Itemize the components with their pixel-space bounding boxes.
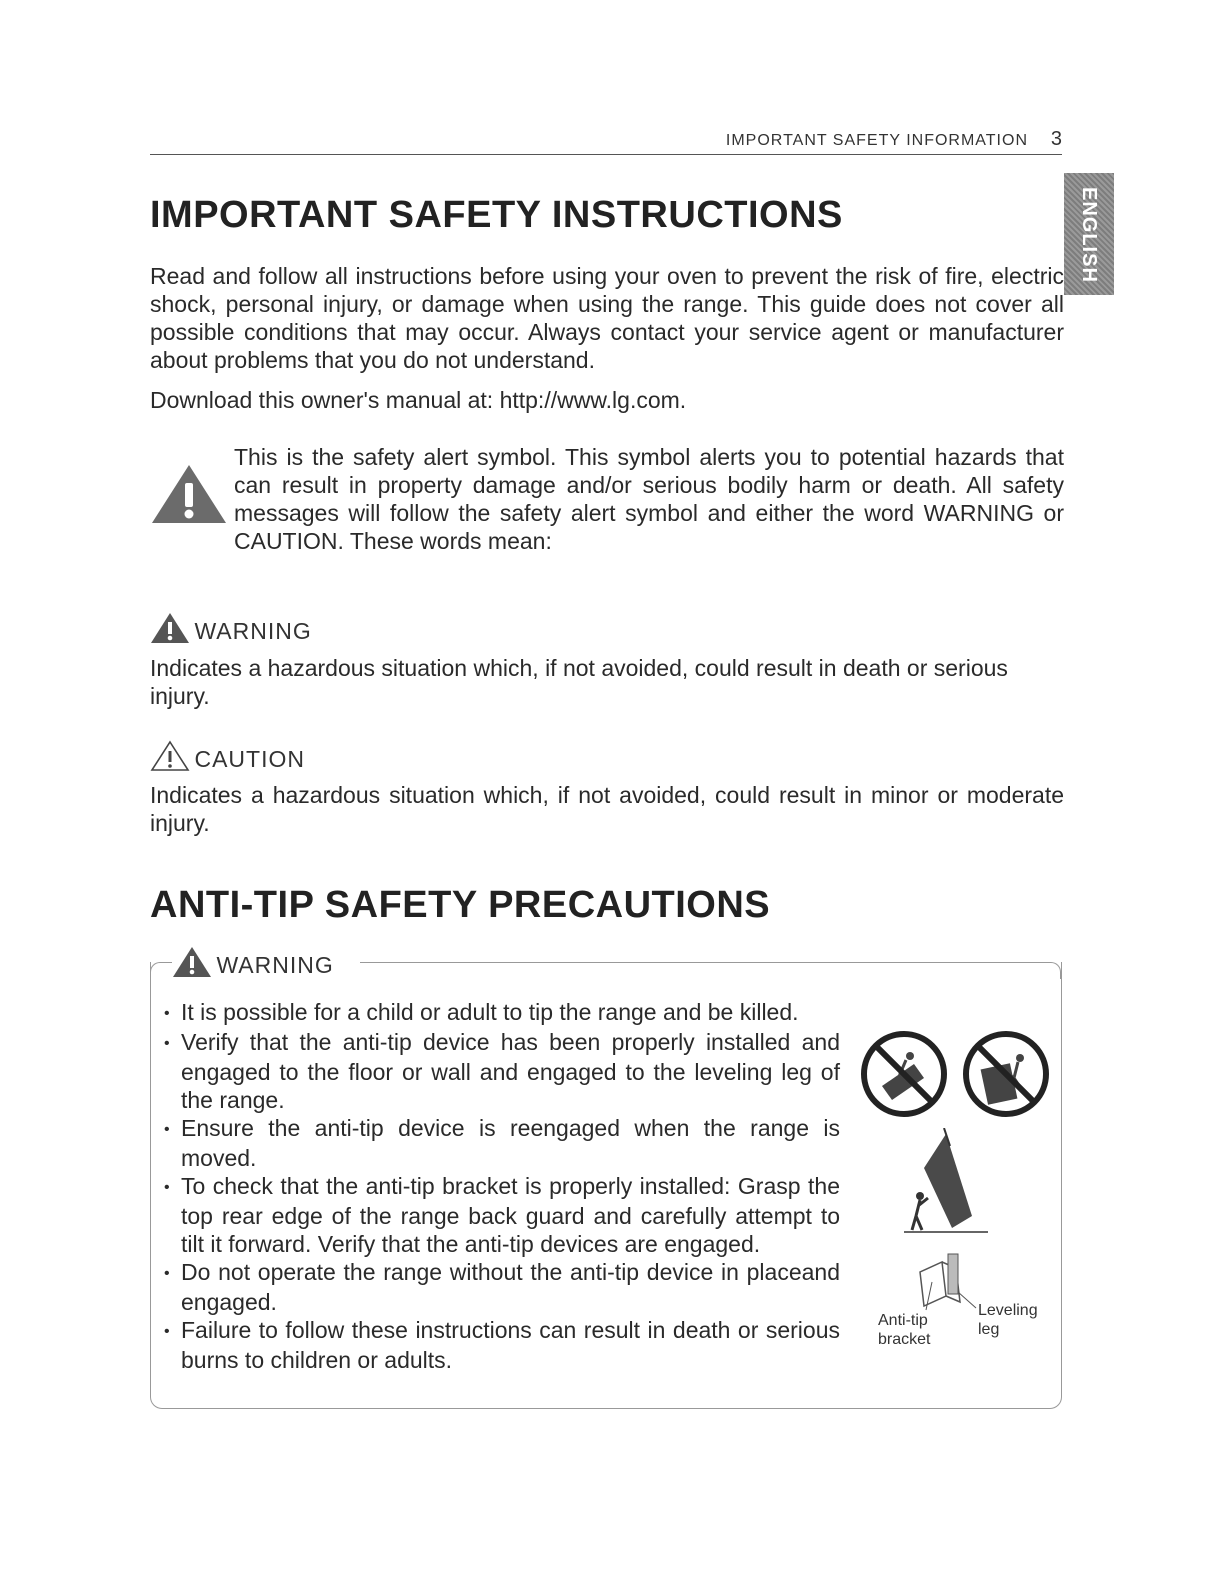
leveling-leg-label: Leveling leg (978, 1302, 1038, 1338)
anti-tip-bullet-list (164, 998, 840, 1374)
no-climbing-icon (962, 1030, 1050, 1118)
download-note: Download this owner's manual at: http://www.lg.com. (150, 387, 687, 413)
section-title-safety-instructions: IMPORTANT SAFETY INSTRUCTIONS (150, 194, 843, 236)
no-tipping-icon (860, 1030, 948, 1118)
anti-tip-warning-heading (172, 946, 342, 979)
safety-alert-icon (150, 463, 228, 525)
safety-alert-description: This is the safety alert symbol. This symbol alerts you to potential hazards that can result in property damage and/or serious bodily harm or death. All safety messages will follow the safety alert symbol and either the word WARNING or CAUTION. These words mean: (234, 444, 1064, 554)
intro-paragraph: Read and follow all instructions before using your oven to prevent the risk of fire, electric shock, personal injury, or damage when using the range. This guide does not cover all possible conditions that may occur. Always contact your service agent or manufacturer about problems that you do not understand. (150, 263, 1064, 373)
list-item: • To check that the anti-tip bracket is properly installed: Grasp the top rear edge of the range back guard and carefully attempt to tilt it forward. Verify that the anti-tip devices are engaged. (164, 1172, 840, 1258)
warning-icon (172, 946, 212, 978)
language-tab-label: ENGLISH (1078, 187, 1100, 283)
list-item: • Ensure the anti-tip device is reengaged when the range is moved. (164, 1114, 840, 1172)
warning-icon (150, 612, 190, 644)
list-item: • Do not operate the range without the anti-tip device in placeand engaged. (164, 1258, 840, 1316)
list-item: • It is possible for a child or adult to tip the range and be killed. (164, 998, 840, 1028)
box-border-top-left (150, 962, 173, 979)
section-title-anti-tip: ANTI-TIP SAFETY PRECAUTIONS (150, 884, 771, 926)
anti-tip-warning-label: WARNING (216, 952, 334, 978)
warning-heading (150, 612, 312, 645)
caution-icon (150, 740, 190, 772)
box-border-top-right (360, 962, 1061, 979)
page-number: 3 (1050, 128, 1062, 150)
caution-label: CAUTION (194, 746, 305, 772)
tipping-range-icon (898, 1128, 990, 1240)
section-name: IMPORTANT SAFETY INFORMATION (725, 132, 1028, 149)
caution-description: Indicates a hazardous situation which, if not avoided, could result in minor or moderate injury. (150, 782, 1064, 836)
language-tab (1064, 173, 1114, 295)
warning-description: Indicates a hazardous situation which, if not avoided, could result in death or serious injury. (150, 655, 1008, 709)
page-header (150, 128, 1062, 155)
list-item: • Failure to follow these instructions can result in death or serious burns to children or adults. (164, 1316, 840, 1374)
caution-heading (150, 740, 305, 773)
warning-label: WARNING (194, 618, 312, 644)
list-item: • Verify that the anti-tip device has been properly installed and engaged to the floor or wall and engaged to the leveling leg of the range. (164, 1028, 840, 1114)
anti-tip-bracket-label: Anti-tip bracket (878, 1312, 931, 1348)
